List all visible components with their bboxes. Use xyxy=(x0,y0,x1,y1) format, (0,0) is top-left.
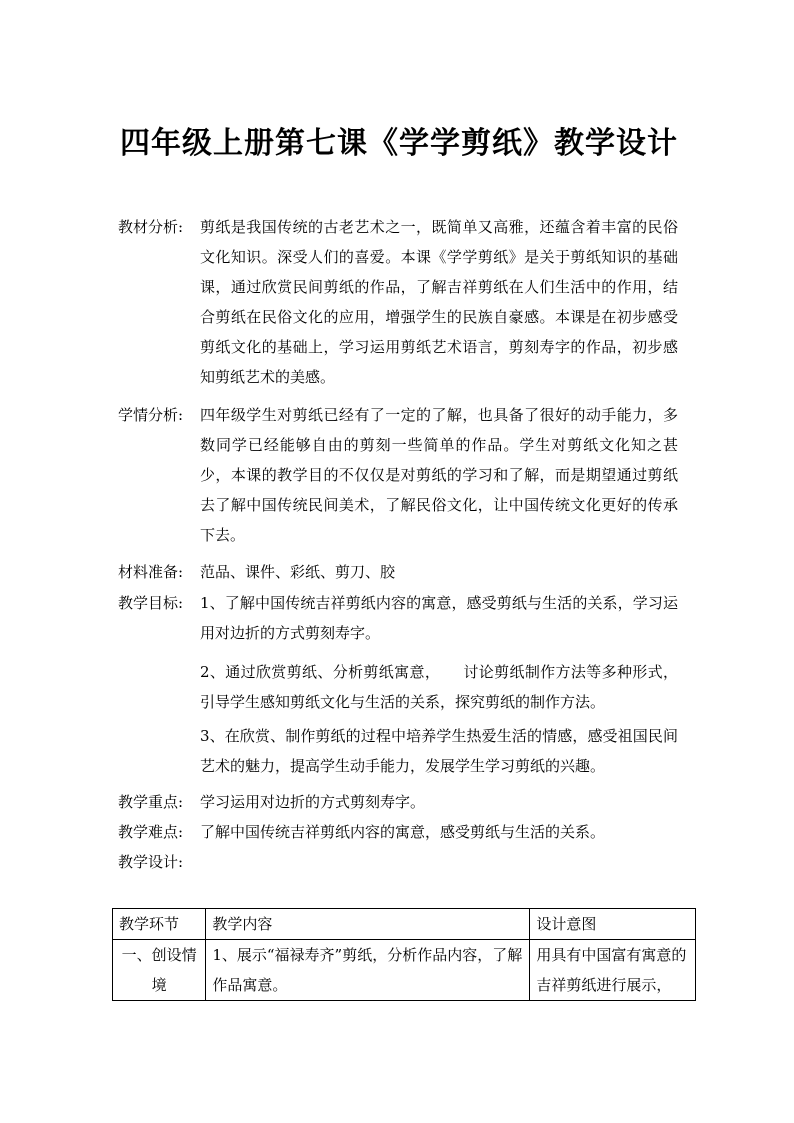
section-label: 教学目标: xyxy=(118,594,184,612)
table-row xyxy=(113,940,696,1001)
objective-item: 2、通过欣赏剪纸、分析剪纸寓意， 讨论剪纸制作方法等多种形式，引导学生感知剪纸文化与生活的关系，探究剪纸的制作方法。 xyxy=(200,663,678,711)
section-body xyxy=(200,787,678,817)
section-text: 四年级学生对剪纸已经有了一定的了解，也具备了很好的动手能力，多数同学已经能够自由的剪刻一些简单的作品。学生对剪纸文化知之甚少，本课的教学目的不仅仅是对剪纸的学习和了解，而是期望通过剪纸去了解中国传统民间美术，了解民俗文化，让中国传统文化更好的传承下去。 xyxy=(200,406,678,544)
section-label: 教学难点: xyxy=(118,823,184,841)
section-text: 学习运用对边折的方式剪刻寿字。 xyxy=(200,793,426,811)
section-text: 范品、课件、彩纸、剪刀、胶 xyxy=(200,563,396,581)
section-body xyxy=(200,817,678,847)
table-header-cell: 设计意图 xyxy=(530,909,696,940)
section-label: 教学设计: xyxy=(118,853,184,871)
section-label: 教材分析: xyxy=(118,218,184,236)
section-label: 学情分析: xyxy=(118,406,184,424)
section-body xyxy=(200,400,678,550)
table-cell-stage: 一、创设情境 xyxy=(113,940,206,1001)
section-text: 剪纸是我国传统的古老艺术之一，既简单又高雅，还蕴含着丰富的民俗文化知识。深受人们的喜爱。本课《学学剪纸》是关于剪纸知识的基础课，通过欣赏民间剪纸的作品，了解吉祥剪纸在人们生活中的作用，结合剪纸在民俗文化的应用，增强学生的民族自豪感。本课是在初步感受剪纸文化的基础上，学习运用剪纸艺术语言，剪刻寿字的作品，初步感知剪纸艺术的美感。 xyxy=(200,218,678,386)
section-label: 教学重点: xyxy=(118,793,184,811)
objective-item: 3、在欣赏、制作剪纸的过程中培养学生热爱生活的情感，感受祖国民间艺术的魅力，提高学生动手能力，发展学生学习剪纸的兴趣。 xyxy=(200,727,678,775)
section-label: 材料准备: xyxy=(118,563,184,581)
section-body xyxy=(200,212,678,392)
table-cell-intent: 用具有中国富有寓意的吉祥剪纸进行展示， xyxy=(530,940,696,1001)
table-header-row xyxy=(113,909,696,940)
teaching-design-table xyxy=(112,908,696,1001)
table-header-cell: 教学内容 xyxy=(206,909,530,940)
section-body xyxy=(200,588,678,781)
table-cell-content: 1、展示“福禄寿齐”剪纸，分析作品内容，了解作品寓意。 xyxy=(206,940,530,1001)
objective-item: 1、了解中国传统吉祥剪纸内容的寓意，感受剪纸与生活的关系，学习运用对边折的方式剪刻寿字。 xyxy=(200,594,678,642)
section-text: 了解中国传统吉祥剪纸内容的寓意，感受剪纸与生活的关系。 xyxy=(200,823,606,841)
page-title: 四年级上册第七课《学学剪纸》教学设计 xyxy=(120,126,678,161)
section-body xyxy=(200,557,678,587)
table-header-cell: 教学环节 xyxy=(113,909,206,940)
